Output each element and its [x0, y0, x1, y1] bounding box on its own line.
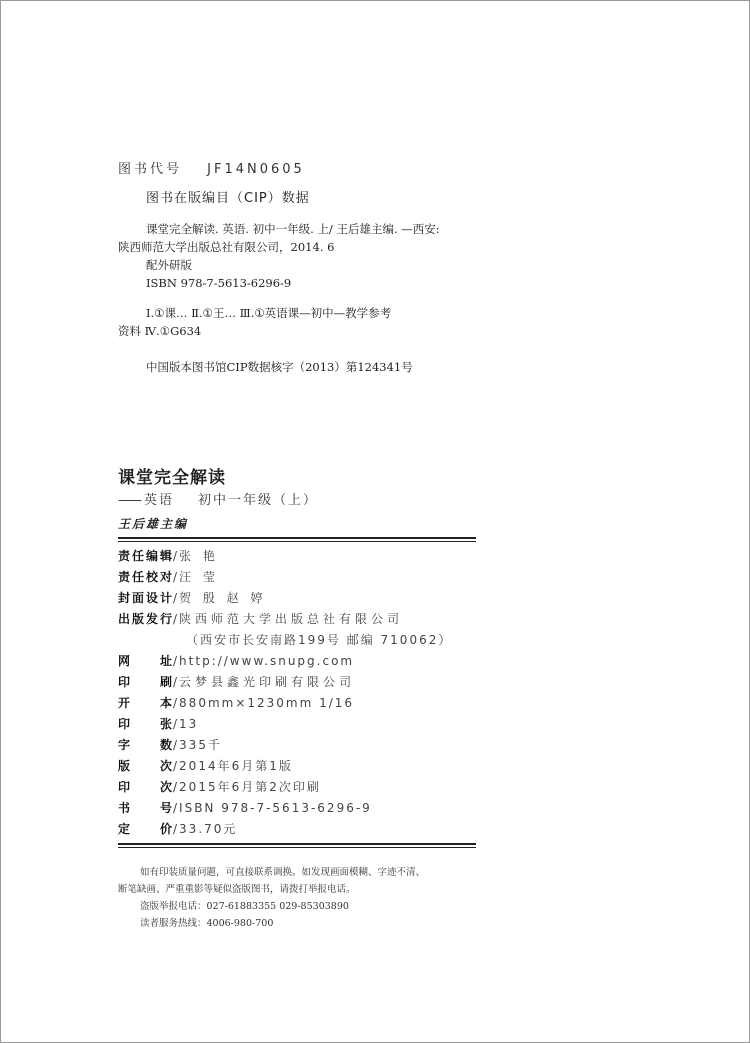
info-separator: / — [173, 570, 178, 584]
website-link[interactable]: http://www.snupg.com — [179, 654, 355, 668]
info-row-printing — [118, 777, 452, 798]
publication-info — [118, 546, 452, 840]
info-separator: / — [173, 738, 178, 752]
info-row-isbn — [118, 798, 452, 819]
publisher-address: （西安市长安南路199号 邮编 710062） — [186, 633, 453, 647]
book-title: 课堂完全解读 — [118, 468, 226, 488]
info-separator: / — [173, 780, 178, 794]
info-row-proofreader — [118, 567, 452, 588]
notice-line: 盗版举报电话：027-61883355 029-85303890 — [140, 901, 349, 912]
info-value: ISBN 978-7-5613-6296-9 — [179, 801, 372, 815]
info-label: 印张 — [118, 717, 172, 731]
book-code-value: JF14N0605 — [207, 162, 305, 177]
cip-record — [118, 220, 440, 340]
info-label: 书号 — [118, 801, 172, 815]
info-row-publisher — [118, 609, 452, 630]
info-value: 13 — [179, 717, 199, 731]
notice — [118, 864, 425, 932]
info-label: 版次 — [118, 759, 172, 773]
cip-line: 陕西师范大学出版总社有限公司，2014. 6 — [118, 240, 335, 254]
book-subtitle — [118, 489, 318, 508]
cip-check-number: 中国版本图书馆CIP数据核字（2013）第124341号 — [146, 360, 413, 374]
info-value: 贺 殷 赵 婷 — [179, 591, 267, 605]
info-separator: / — [173, 654, 178, 668]
subtitle-dash: —— — [118, 493, 140, 508]
cip-line: ISBN 978-7-5613-6296-9 — [146, 276, 292, 290]
info-row-printer — [118, 672, 452, 693]
info-row-cover-design — [118, 588, 452, 609]
info-label: 封面设计 — [118, 591, 172, 605]
subtitle-subject: 英语 — [144, 493, 175, 508]
info-value: 33.70元 — [179, 822, 238, 836]
cip-classification-line: 资料 Ⅳ.①G634 — [118, 324, 202, 338]
book-code — [118, 158, 305, 177]
info-row-editor — [118, 546, 452, 567]
info-label: 出版发行 — [118, 612, 172, 626]
info-row-edition — [118, 756, 452, 777]
info-value: 张 艳 — [179, 549, 219, 563]
info-row-sheets — [118, 714, 452, 735]
info-separator: / — [173, 612, 178, 626]
info-separator: / — [173, 675, 178, 689]
info-separator: / — [173, 591, 178, 605]
cip-classification-line: Ⅰ.①课… Ⅱ.①王… Ⅲ.①英语课—初中—教学参考 — [146, 306, 392, 320]
info-separator: / — [173, 759, 178, 773]
info-value: 880mm×1230mm 1/16 — [179, 696, 355, 710]
info-value: 2014年6月第1版 — [179, 759, 293, 773]
info-label: 定价 — [118, 822, 172, 836]
info-value: 2015年6月第2次印刷 — [179, 780, 321, 794]
info-label: 印刷 — [118, 675, 172, 689]
subtitle-grade: 初中一年级（上） — [198, 493, 319, 508]
spacer — [118, 292, 440, 304]
info-label: 责任编辑 — [118, 549, 172, 563]
info-label: 印次 — [118, 780, 172, 794]
info-separator: / — [173, 801, 178, 815]
info-value: 云梦县鑫光印刷有限公司 — [179, 675, 356, 689]
info-separator: / — [173, 696, 178, 710]
notice-line: 如有印装质量问题，可直接联系调换。如发现画面模糊、字迹不清、 — [140, 867, 426, 878]
info-value: 汪 莹 — [179, 570, 219, 584]
info-separator: / — [173, 822, 178, 836]
book-author: 王后雄主编 — [118, 517, 189, 531]
book-code-label: 图书代号 — [118, 162, 183, 177]
notice-line: 读者服务热线：4006-980-700 — [140, 918, 274, 929]
bottom-divider — [118, 843, 476, 848]
cip-line: 配外研版 — [146, 258, 192, 272]
cip-line: 课堂完全解读. 英语. 初中一年级. 上/ 王后雄主编. —西安: — [146, 222, 440, 236]
info-row-price — [118, 819, 452, 840]
cip-heading: 图书在版编目（CIP）数据 — [146, 191, 310, 206]
info-label: 网址 — [118, 654, 172, 668]
top-divider — [118, 537, 476, 542]
info-separator: / — [173, 549, 178, 563]
notice-line: 断笔缺画、严重重影等疑似盗版图书，请拨打举报电话。 — [118, 884, 356, 895]
info-label: 开本 — [118, 696, 172, 710]
info-label: 责任校对 — [118, 570, 172, 584]
info-value: 陕西师范大学出版总社有限公司 — [179, 612, 404, 626]
info-separator: / — [173, 717, 178, 731]
info-row-website — [118, 651, 452, 672]
info-row-word-count — [118, 735, 452, 756]
info-row-format — [118, 693, 452, 714]
info-label: 字数 — [118, 738, 172, 752]
info-value: 335千 — [179, 738, 222, 752]
